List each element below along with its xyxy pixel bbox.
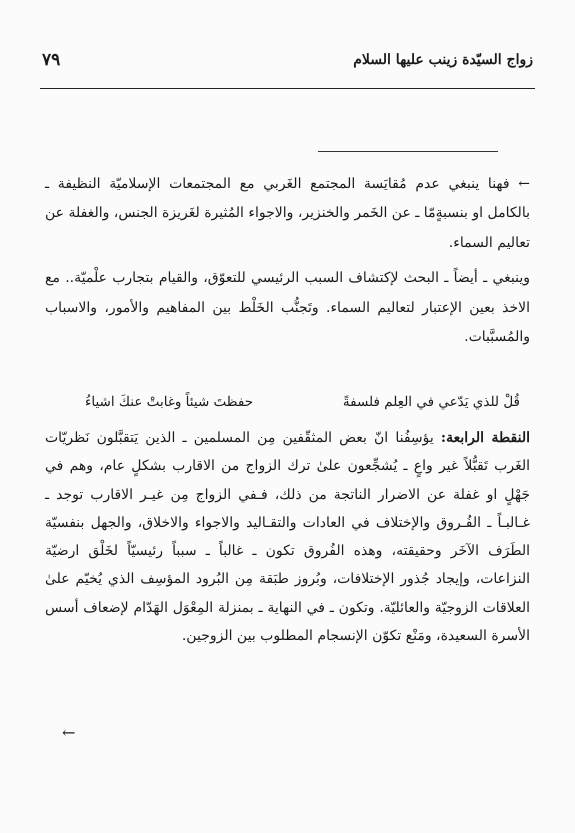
verse-first-hemistich: قُلْ للذي يَدّعي في العِلم فلسفةً <box>342 394 520 410</box>
verse-second-hemistich: حفظتَ شيئاً وغابتْ عنكَ اشياءُ <box>85 394 254 410</box>
continuation-arrow-icon: ← <box>62 723 76 742</box>
point-four-text: يؤسِفُنا انّ بعض المثقّفين مِن المسلمين ـ الذين يَتقبَّلون نَظريّات الغَرب تَقبُّلاً غير واعٍ ـ يُشجِّعون علىٰ ترك الزواج من الاقارب بشكلٍ عام، وهم في جَهْلٍ او غفلة عن الاضرار الناتجة من ذلك، فـفي الزواج مِن غيـر الاقارب توجد ـ غـالبـاً ـ الفُـروق والإختلاف في العادات والتقـاليد والاجواء والاخلاق، والجهل بنفسيّة الطَرَف الآخَر وحقيقته، وهذه الفُروق تكون ـ غالباً ـ سبباً رئيسيّاً لخَلْق ارضيّة النزاعات، وإيجاد جُذور الإختلافات، وبُروز طبَقة مِن البُرود المؤسِف الذي يُخيّم علىٰ العلاقات الزوجيّة والعائليّة. وتكون ـ في النهاية ـ بمنزلة المِعْوَل الهَدّام لإضعاف أسس الأسرة السعيدة، ومَنْع تكوّن الإنسجام المطلوب بين الزوجين. <box>45 430 530 645</box>
section-divider <box>318 151 498 152</box>
page-number: ٧٩ <box>42 50 61 70</box>
poetry-verse <box>45 388 520 416</box>
running-title: زواج السيّدة زينب عليها السلام <box>353 52 533 68</box>
paragraph-2: وينبغي ـ أيضاً ـ البحث لإكتشاف السبب الرئيسي للتعوّق، والقيام بتجارب علْميّة.. مع الاخذ بعين الإعتبار لتعاليم السماء. وتَجنُّب الخَلْط بين المفاهيم والأمور، والاسباب والمُسبَّبات. <box>45 270 530 346</box>
page-header <box>40 48 535 89</box>
paragraph-1: ← فهنا ينبغي عدم مُقايَسة المجتمع الغَربي مع المجتمعات الإسلاميّة النظيفة ـ بالكامل او بنسبةٍمّا ـ عن الخَمر والخنزير، والاجواء المُثيرة لغَريزة الجنس، والغفلة عن تعاليم السماء. <box>45 176 530 251</box>
point-four <box>45 424 530 650</box>
point-four-label: النقطة الرابعة: <box>440 430 531 446</box>
body-text <box>45 170 530 358</box>
